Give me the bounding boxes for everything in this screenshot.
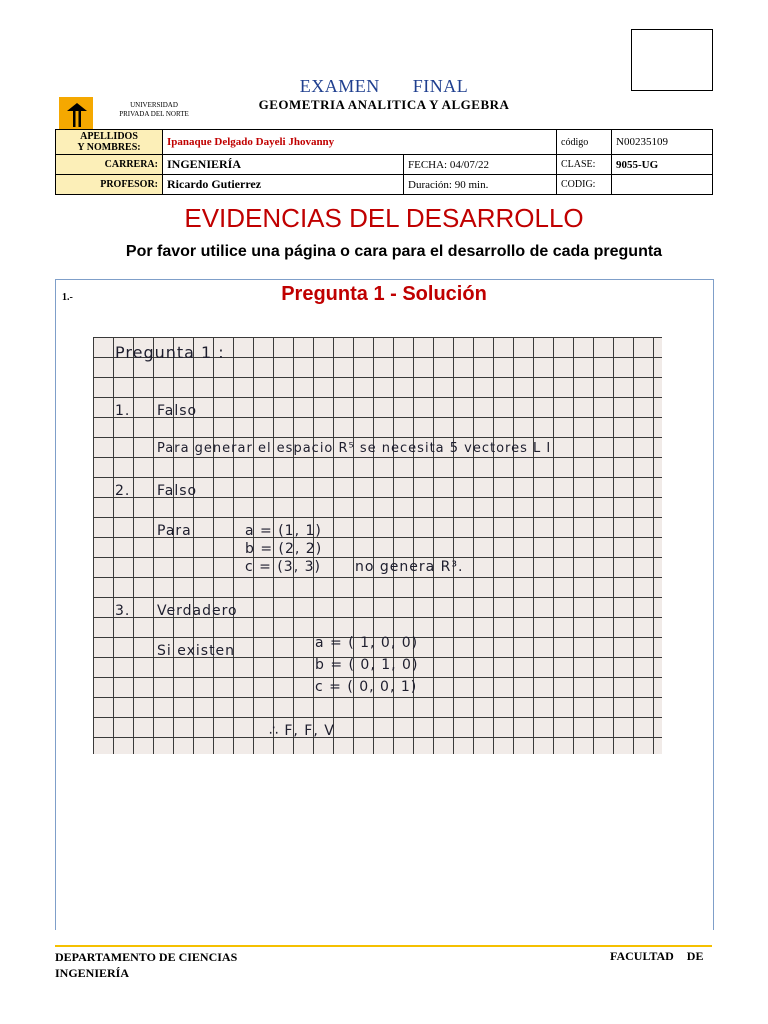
hw-conclusion-2: no genera R³. (355, 559, 464, 575)
footer-department-line-1: DEPARTAMENTO DE CIENCIAS (55, 950, 238, 964)
university-line-1: UNIVERSIDAD (130, 101, 178, 109)
student-name: Ipanaque Delgado Dayeli Jhovanny (163, 130, 557, 155)
apellidos-label-2: Y NOMBRES: (77, 142, 141, 153)
hw-heading: Pregunta 1 : (115, 343, 225, 362)
clase-label: CLASE: (557, 155, 612, 175)
profesor-value: Ricardo Gutierrez (163, 175, 404, 195)
hw-para: Para (157, 523, 192, 539)
hw-vector-c-2d: c = (3, 3) (245, 559, 321, 575)
logo-arrow-icon (66, 102, 88, 128)
carrera-value: INGENIERÍA (163, 155, 404, 175)
footer-department (55, 949, 237, 981)
hw-vector-b-3d: b = ( 0, 1, 0) (315, 657, 419, 673)
question-number: 1.- (62, 292, 73, 303)
codigo-value: N00235109 (612, 130, 713, 155)
university-line-2: PRIVADA DEL NORTE (119, 110, 189, 118)
hw-vector-a-2d: a = (1, 1) (245, 523, 322, 539)
student-info-table (55, 129, 713, 195)
hw-final-answer: ∴ F, F, V (269, 723, 335, 739)
hw-vector-b-2d: b = (2, 2) (245, 541, 323, 557)
evidence-title: EVIDENCIAS DEL DESARROLLO (184, 203, 584, 233)
hw-number-1: 1. (115, 403, 131, 419)
duracion-value: Duración: 90 min. (404, 175, 557, 195)
codig-value (612, 175, 713, 195)
codigo-label: código (557, 130, 612, 155)
footer-department-line-2: INGENIERÍA (55, 966, 130, 980)
hw-answer-2: Falso (157, 483, 198, 499)
apellidos-label-1: APELLIDOS (80, 131, 138, 142)
hw-vector-c-3d: c = ( 0, 0, 1) (315, 679, 418, 695)
course-title: GEOMETRIA ANALITICA Y ALGEBRA (258, 97, 510, 112)
exam-title: EXAMEN FINAL (299, 76, 469, 96)
footer-faculty: FACULTAD DE (610, 949, 704, 963)
university-name (104, 101, 204, 119)
hw-si-existen: Si existen (157, 643, 236, 659)
hw-vector-a-3d: a = ( 1, 0, 0) (315, 635, 419, 651)
hw-answer-3: Verdadero (157, 603, 238, 619)
profesor-label: PROFESOR: (56, 175, 163, 195)
instruction-text: Por favor utilice una página o cara para el desarrollo de cada pregunta (125, 243, 663, 260)
footer-divider (55, 945, 712, 947)
question-title: Pregunta 1 - Solución (281, 283, 487, 305)
codig-label: CODIG: (557, 175, 612, 195)
clase-value: 9055-UG (612, 155, 713, 175)
hw-answer-1: Falso (157, 403, 198, 419)
hw-reason-1: Para generar el espacio R⁵ se necesita 5 vectores L I (157, 441, 552, 456)
fecha-value: FECHA: 04/07/22 (404, 155, 557, 175)
carrera-label: CARRERA: (56, 155, 163, 175)
hw-number-2: 2. (115, 483, 131, 499)
handwritten-solution-photo (93, 337, 662, 754)
apellidos-label (56, 130, 163, 155)
hw-number-3: 3. (115, 603, 131, 619)
